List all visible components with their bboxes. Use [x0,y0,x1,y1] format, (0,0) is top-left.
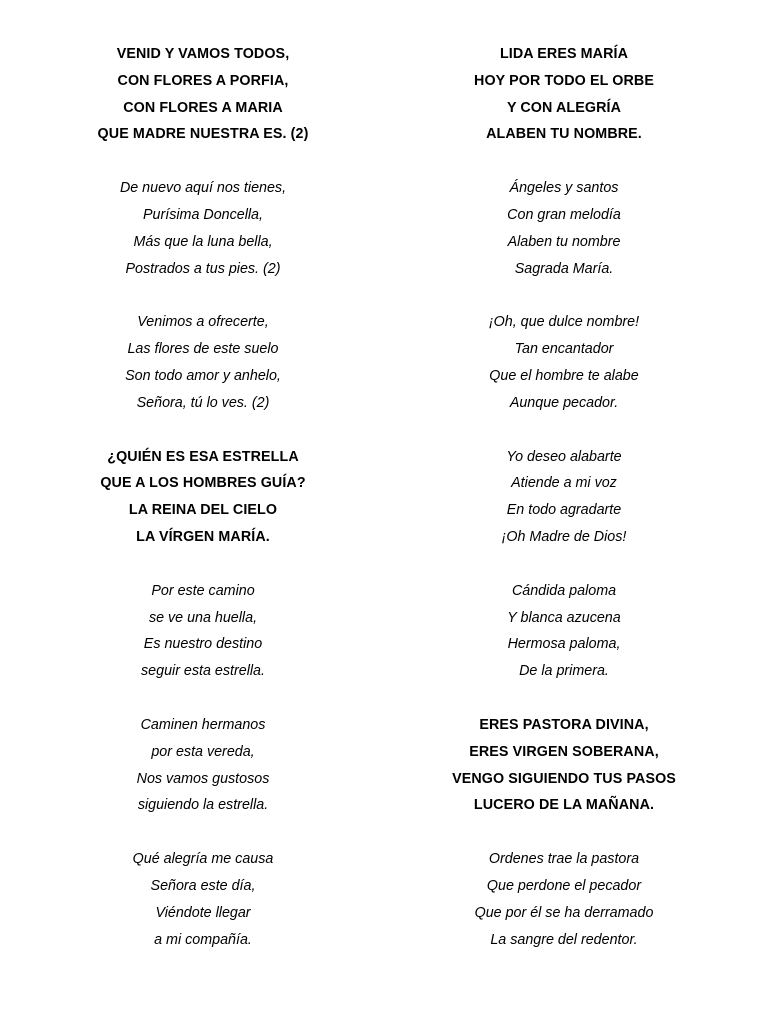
lyric-line: Por este camino [151,582,255,599]
lyric-line: Viéndote llegar [155,904,251,921]
lyric-line: Tan encantador [514,341,614,358]
lyric-line: ¿QUIÉN ES ESA ESTRELLA [107,448,299,465]
lyric-line: Es nuestro destino [143,636,263,653]
lyric-line: Postrados a tus pies. (2) [125,260,281,277]
lyric-line: Y CON ALEGRÍA [506,99,622,116]
lyric-line: Y blanca azucena [507,609,621,626]
chorus-stanza [399,712,729,819]
lyric-line: Que el hombre te alabe [489,367,639,384]
lyric-line: Alaben tu nombre [507,233,621,250]
lyric-line: Yo deseo alabarte [506,448,622,465]
verse-stanza [38,712,368,819]
lyric-line: Ángeles y santos [509,180,619,197]
lyric-line: Purísima Doncella, [143,206,263,223]
lyric-line: a mi compañía. [154,931,252,948]
lyric-line: Ordenes trae la pastora [488,851,640,868]
lyric-line: CON FLORES A PORFIA, [117,72,289,89]
chorus-stanza [399,41,729,148]
lyric-line: Que perdone el pecador [486,877,642,894]
lyric-line: Aunque pecador. [509,394,619,411]
right-column [399,41,729,980]
verse-stanza [399,309,729,416]
lyric-line: VENGO SIGUIENDO TUS PASOS [452,770,676,787]
verse-stanza [38,578,368,685]
lyric-line: ¡Oh, que dulce nombre! [488,314,640,331]
lyric-line: Son todo amor y anhelo, [125,367,281,384]
verse-stanza [38,175,368,282]
lyric-line: VENID Y VAMOS TODOS, [116,46,290,62]
lyric-line: ¡Oh Madre de Dios! [501,528,627,545]
verse-stanza [38,846,368,953]
lyric-line: Más que la luna bella, [133,233,273,250]
lyric-line: Las flores de este suelo [127,341,279,358]
lyric-line: De la primera. [519,663,609,680]
lyric-line: LA REINA DEL CIELO [128,502,278,519]
lyric-line: Cándida paloma [511,582,617,599]
lyric-line: LIDA ERES MARÍA [499,46,629,62]
lyric-line: La sangre del redentor. [490,931,638,948]
lyric-line: Venimos a ofrecerte, [137,314,269,331]
lyric-line: Que por él se ha derramado [474,904,654,921]
lyric-line: LA VÍRGEN MARÍA. [136,528,270,545]
lyric-line: se ve una huella, [148,609,258,626]
lyric-line: QUE MADRE NUESTRA ES. (2) [97,126,309,143]
lyric-line: En todo agradarte [506,502,622,519]
lyric-line: seguir esta estrella. [141,663,265,680]
lyric-line: LUCERO DE LA MAÑANA. [473,797,655,814]
lyric-line: Caminen hermanos [140,716,266,733]
lyric-line: Con gran melodía [507,206,621,223]
lyric-line: Atiende a mi voz [511,475,617,492]
lyric-line: QUE A LOS HOMBRES GUÍA? [100,475,306,492]
left-column [38,41,368,980]
lyric-line: Sagrada María. [514,260,614,277]
lyric-line: ERES PASTORA DIVINA, [479,716,649,733]
lyric-line: CON FLORES A MARIA [123,99,283,116]
lyric-line: Hermosa paloma, [507,636,621,653]
verse-stanza [38,309,368,416]
verse-stanza [399,175,729,282]
lyric-line: siguiendo la estrella. [137,797,269,814]
lyric-line: Qué alegría me causa [132,851,274,868]
lyric-line: Nos vamos gustosos [136,770,270,787]
chorus-stanza [38,444,368,551]
verse-stanza [399,846,729,953]
verse-stanza [399,578,729,685]
lyric-line: por esta vereda, [151,743,255,760]
lyric-line: Señora, tú lo ves. (2) [136,394,270,411]
lyric-line: ERES VIRGEN SOBERANA, [469,743,659,760]
lyric-line: HOY POR TODO EL ORBE [474,72,654,89]
verse-stanza [399,444,729,551]
lyric-line: De nuevo aquí nos tienes, [119,180,287,197]
chorus-stanza [38,41,368,148]
lyric-line: Señora este día, [150,877,256,894]
lyric-line: ALABEN TU NOMBRE. [486,126,642,143]
